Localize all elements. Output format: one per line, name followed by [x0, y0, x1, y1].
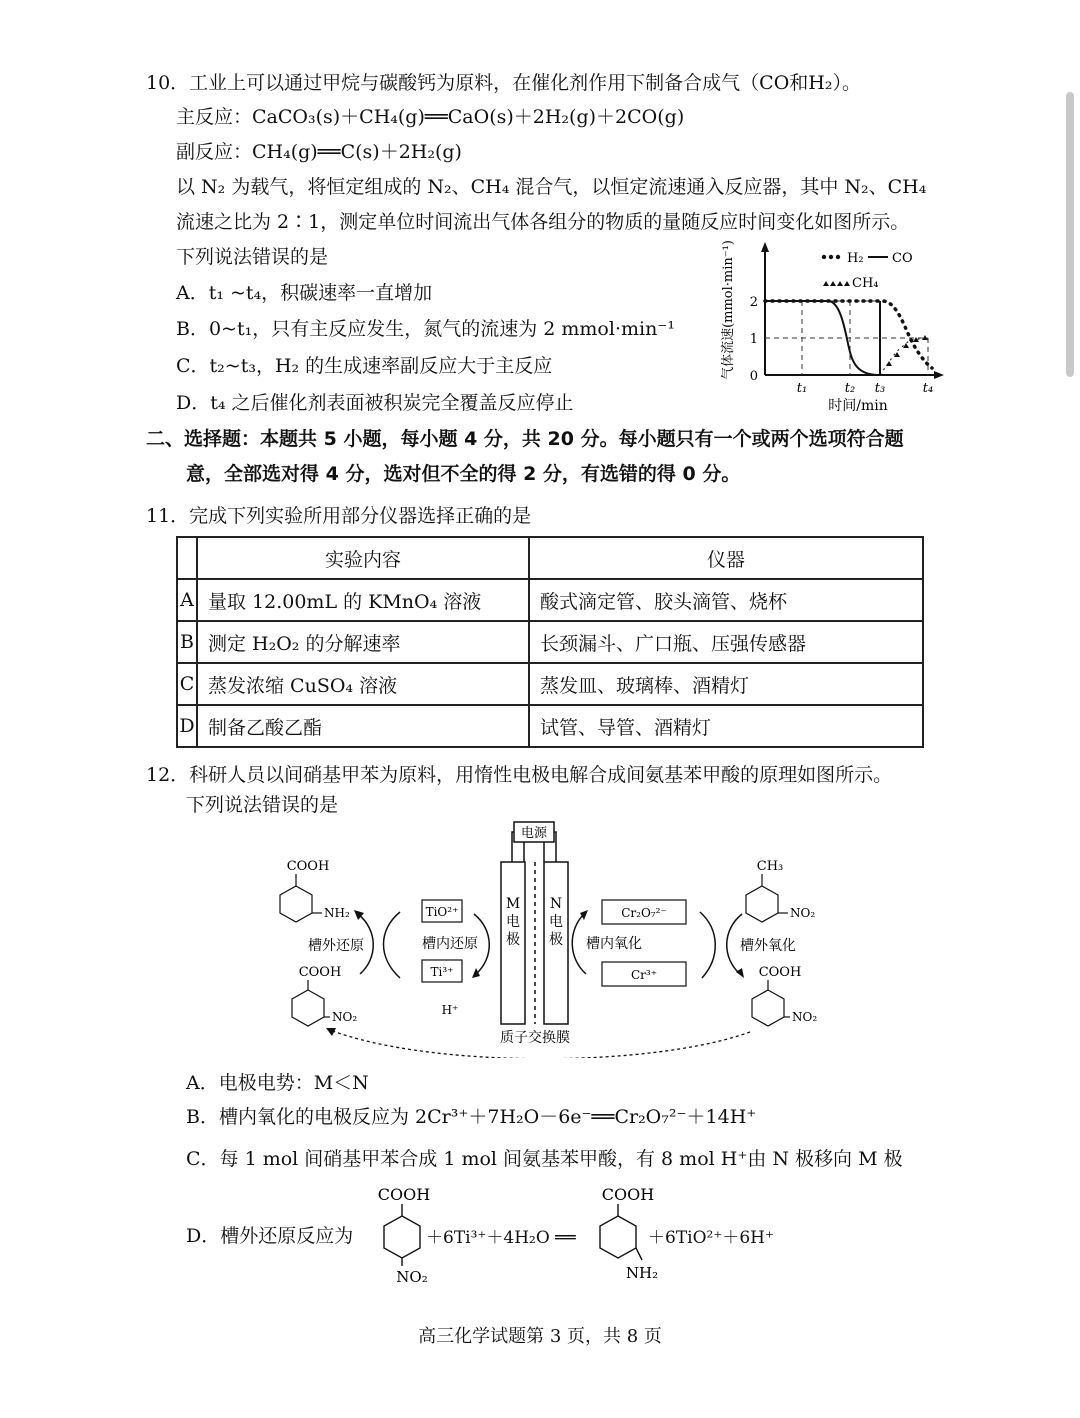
x-tick-t3: t₃	[874, 381, 886, 396]
x-axis-label: 时间/min	[828, 398, 888, 414]
electrolysis-diagram	[250, 818, 850, 1058]
row-instrument: 试管、导管、酒精灯	[529, 705, 923, 747]
q12-stem-2: 下列说法错误的是	[186, 794, 339, 816]
q10-side-reaction: 副反应：CH₄(g)══C(s)＋2H₂(g)	[176, 141, 462, 163]
table-header-instrument: 仪器	[529, 537, 923, 579]
series-h2-line	[765, 301, 932, 368]
q10-option-c: C．t₂~t₃，H₂ 的生成速率副反应大于主反应	[176, 355, 553, 377]
gas-flow-chart	[710, 240, 950, 418]
row-key: C	[177, 663, 197, 705]
x-tick-t4: t₄	[922, 381, 934, 396]
product-nh2: NH₂	[324, 906, 350, 920]
d-reactant-no2: NO₂	[396, 1268, 428, 1286]
start-ch3: CH₃	[756, 859, 784, 874]
q10-stem: 10．工业上可以通过甲烷与碳酸钙为原料，在催化剂作用下制备合成气（CO和H₂）。	[146, 72, 861, 94]
y-tick-0: 0	[749, 369, 758, 384]
legend-h2-dot-1	[822, 255, 826, 259]
q11-stem: 11．完成下列实验所用部分仪器选择正确的是	[146, 505, 532, 527]
n-electrode-label-2: 电	[549, 914, 563, 930]
ch4-marker-2	[894, 352, 900, 357]
experiment-table	[176, 536, 924, 748]
q12-option-b: B．槽内氧化的电极反应为 2Cr³⁺＋7H₂O－6e⁻══Cr₂O₇²⁻＋14H⁺	[186, 1106, 757, 1128]
start-ring	[746, 886, 778, 922]
table-row	[177, 705, 923, 747]
option-d-reactant	[364, 1180, 434, 1286]
y-axis-label: 气体流速(mmol·min⁻¹)	[721, 240, 736, 380]
y-tick-1: 1	[749, 332, 758, 347]
q12-stem-1: 12．科研人员以间硝基甲苯为原料，用惰性电极电解合成间氨基苯甲酸的原理如图所示。	[146, 764, 893, 786]
left-no2: NO₂	[332, 1010, 358, 1024]
inner-oxidation-arrow	[572, 914, 586, 974]
row-instrument: 长颈漏斗、广口瓶、压强传感器	[529, 621, 923, 663]
d-product-nh2-bond	[636, 1248, 642, 1260]
legend-ch4-tri-3	[837, 281, 843, 286]
right-nitro-ring	[752, 990, 784, 1026]
q10-desc-1: 以 N₂ 为载气，将恒定组成的 N₂、CH₄ 混合气，以恒定流速通入反应器，其中 N₂、CH₄	[176, 176, 927, 198]
inner-oxidation-arrowhead	[580, 910, 588, 920]
n-electrode-label-3: 极	[549, 932, 563, 948]
product-cooh: COOH	[286, 859, 330, 874]
q10-option-a: A．t₁ ~t₄，积碳速率一直增加	[176, 282, 433, 304]
membrane-label: 质子交换膜	[500, 1030, 570, 1046]
inner-oxidation-label: 槽内氧化	[586, 936, 642, 952]
outer-reduction-arc	[384, 912, 401, 978]
ch4-marker-1	[886, 361, 892, 366]
power-source-label: 电源	[520, 826, 548, 841]
y-axis-arrow	[761, 242, 769, 252]
row-content: 量取 12.00mL 的 KMnO₄ 溶液	[197, 579, 529, 621]
ch4-marker-3	[903, 343, 909, 348]
d-product-cooh: COOH	[601, 1185, 655, 1204]
q10-prompt: 下列说法错误的是	[176, 246, 329, 268]
m-electrode-label-3: 极	[506, 932, 520, 948]
start-no2: NO₂	[790, 906, 816, 920]
q12-option-d-prefix: D．槽外还原反应为	[186, 1225, 354, 1247]
y-tick-2: 2	[749, 295, 758, 310]
inner-reduction-label: 槽内还原	[422, 936, 478, 952]
row-key: A	[177, 579, 197, 621]
q10-main-reaction: 主反应：CaCO₃(s)＋CH₄(g)══CaO(s)＋2H₂(g)＋2CO(g)	[176, 106, 685, 128]
table-header-content: 实验内容	[197, 537, 529, 579]
left-nitro-ring	[292, 990, 324, 1026]
n-electrode-label-1: N	[549, 896, 563, 912]
m-electrode-label-1: M	[505, 896, 521, 912]
q12-option-c: C．每 1 mol 间硝基甲苯合成 1 mol 间氨基苯甲酸，有 8 mol H⁺由 N 极移向 M 极	[186, 1148, 903, 1170]
legend-co-label: CO	[892, 251, 913, 266]
legend-h2-label: H₂	[847, 251, 864, 266]
page-footer: 高三化学试题第 3 页，共 8 页	[418, 1326, 662, 1347]
series-ch4-line	[880, 338, 928, 375]
q10-option-b: B．0~t₁，只有主反应发生，氮气的流速为 2 mmol·min⁻¹	[176, 318, 675, 340]
ti3-label: Ti³⁺	[430, 965, 454, 979]
outer-oxidation-arc	[700, 912, 715, 978]
x-tick-t1: t₁	[796, 381, 808, 396]
outer-oxidation-arrowhead	[736, 968, 744, 978]
inner-reduction-arrowhead	[472, 968, 480, 978]
section2-line-1: 二、选择题：本题共 5 小题，每小题 4 分，共 20 分。每小题只有一个或两个选项符合题	[146, 428, 904, 450]
table-header-row	[177, 537, 923, 579]
scrollbar[interactable]	[1066, 92, 1074, 377]
cr3-label: Cr³⁺	[630, 968, 658, 982]
m-electrode-label-2: 电	[506, 914, 520, 930]
row-key: D	[177, 705, 197, 747]
outer-oxidation-label: 槽外氧化	[740, 938, 796, 954]
table-row	[177, 621, 923, 663]
q12-option-d-mid: ＋6Ti³⁺＋4H₂O ══	[426, 1228, 576, 1248]
d-reactant-ring	[384, 1216, 420, 1258]
right-nitro-cooh: COOH	[758, 965, 802, 980]
q12-option-d-suffix: ＋6TiO²⁺＋6H⁺	[648, 1228, 774, 1248]
legend-ch4-label: CH₄	[852, 276, 879, 291]
legend-ch4-tri-4	[844, 281, 850, 286]
cr2o7-label: Cr₂O₇²⁻	[621, 906, 667, 920]
d-product-nh2: NH₂	[625, 1264, 659, 1282]
left-nitro-cooh: COOH	[298, 965, 342, 980]
section2-line-2: 意，全部选对得 4 分，选对但不全的得 2 分，有选错的得 0 分。	[186, 463, 741, 485]
row-instrument: 蒸发皿、玻璃棒、酒精灯	[529, 663, 923, 705]
legend-ch4-tri-1	[823, 281, 829, 286]
right-no2: NO₂	[792, 1010, 818, 1024]
d-reactant-cooh: COOH	[377, 1185, 431, 1204]
row-content: 蒸发浓缩 CuSO₄ 溶液	[197, 663, 529, 705]
q12-option-a: A．电极电势：M＜N	[186, 1072, 369, 1094]
x-axis-arrow	[934, 371, 944, 379]
table-header-key	[177, 537, 197, 579]
x-tick-t2: t₂	[844, 381, 856, 396]
table-row	[177, 663, 923, 705]
row-content: 制备乙酸乙酯	[197, 705, 529, 747]
row-content: 测定 H₂O₂ 的分解速率	[197, 621, 529, 663]
row-instrument: 酸式滴定管、胶头滴管、烧杯	[529, 579, 923, 621]
legend-h2-dot-2	[829, 255, 833, 259]
legend-ch4-tri-2	[830, 281, 836, 286]
row-key: B	[177, 621, 197, 663]
tio-label: TiO²⁺	[425, 905, 459, 919]
table-row	[177, 579, 923, 621]
legend-h2-dot-3	[836, 255, 840, 259]
q10-option-d: D．t₄ 之后催化剂表面被积炭完全覆盖反应停止	[176, 392, 574, 414]
outer-reduction-label: 槽外还原	[308, 938, 364, 954]
hplus-label: H⁺	[441, 1003, 459, 1017]
d-product-ring	[600, 1216, 636, 1258]
q10-desc-2: 流速之比为 2∶1，测定单位时间流出气体各组分的物质的量随反应时间变化如图所示。	[176, 211, 910, 233]
product-ring	[280, 886, 312, 922]
